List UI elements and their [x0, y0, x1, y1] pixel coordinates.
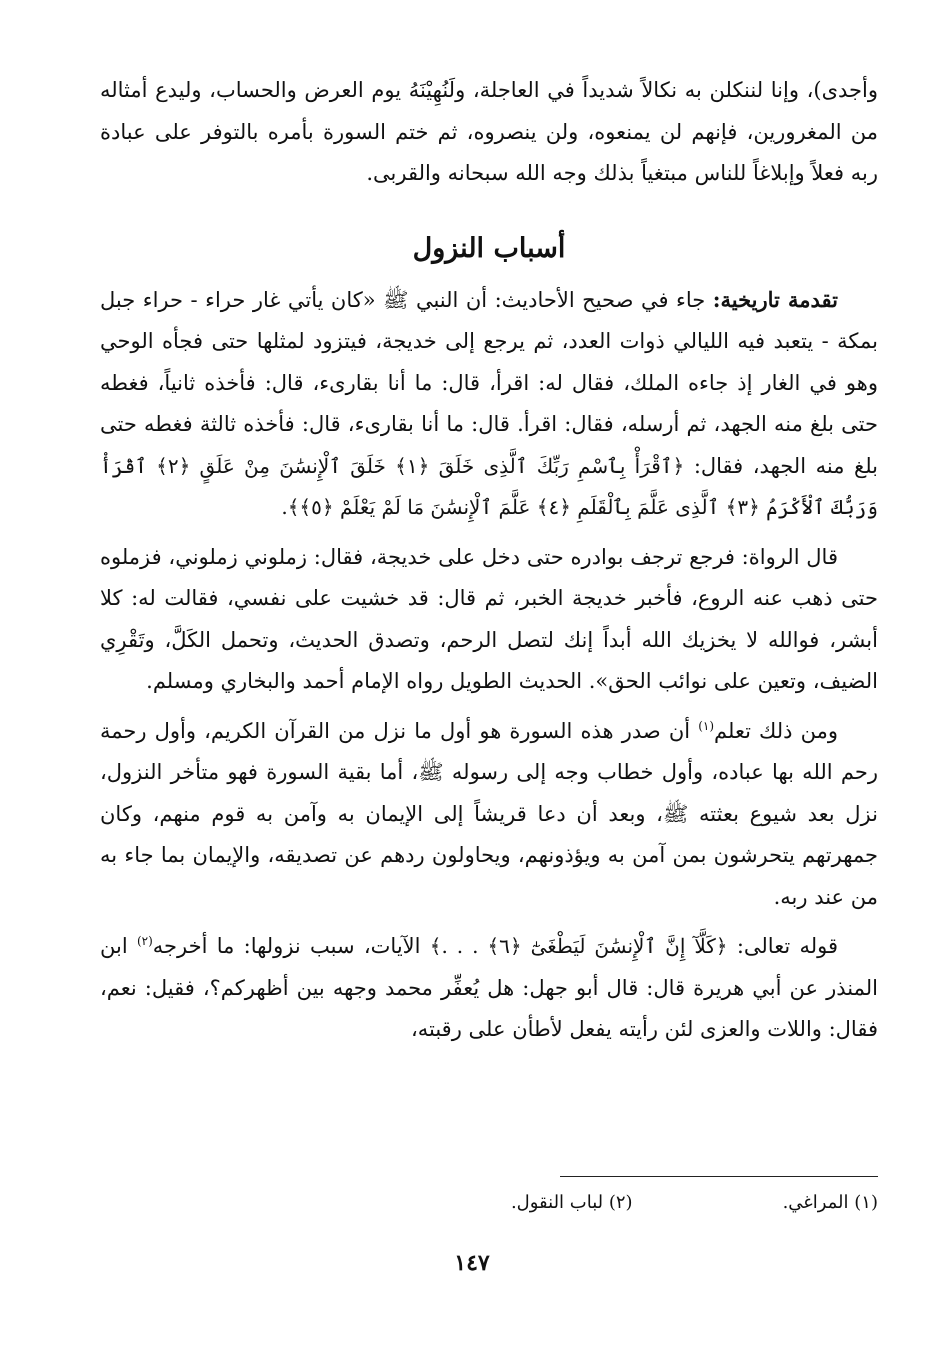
footnote-ref-2: (٢)	[136, 934, 153, 948]
paragraph-historical-intro	[100, 279, 878, 529]
paragraph-verse-cause-text-c: ابن المنذر عن أبي هريرة قال: قال أبو جهل: هل يُعفِّر محمد وجهه بين أظهركم؟، فقيل: نعم، فقال: واللات والعزى لئن رأيته يفعل لأطأن على رقبته،	[100, 934, 878, 1041]
footnote-ref-1: (١)	[698, 718, 715, 733]
paragraph-narrators	[100, 537, 878, 703]
footnote-1: (١) المراغي.	[782, 1192, 878, 1213]
paragraph-intro-text: وأجدى)، وإنا لننكلن به نكالاً شديداً في العاجلة، ولَنُهِيْنَهُ يوم العرض والحساب، وليدع أمثاله من المغرورين، فإنهم لن يمنعوه، ولن ينصروه، ثم ختم السورة بأمره بالتوفر على عبادة ربه فعلاً وإبلاغاً للناس مبتغياً بذلك وجه الله سبحانه والقربى.	[100, 78, 878, 185]
paragraph-lead-label: تقدمة تاريخية:	[712, 286, 838, 312]
paragraph-verse-cause	[100, 926, 878, 1051]
page-number: ١٤٧	[454, 1250, 490, 1276]
paragraph-verse-cause-text-a: قوله تعالى:	[727, 934, 838, 958]
paragraph-narrators-text: قال الرواة: فرجع ترجف بوادره حتى دخل على خديجة، فقال: زملوني زملوني، فزملوه حتى ذهب عنه الروع، فأخبر خديجة الخبر، ثم قال: قد خشيت على نفسي، فقالت له: كلا أبشر، فوالله لا يخزيك الله أبداً إنك لتصل الرحم، وتصدق الحديث، وتحمل الكَلَّ، وتَقْرِي الضيف، وتعين على نوائب الحق». الحديث الطويل رواه الإمام أحمد والبخاري ومسلم.	[100, 544, 878, 693]
paragraph-first-revelation-text-a: ومن ذلك تعلم	[714, 718, 838, 743]
footnotes	[178, 1192, 878, 1213]
footnote-divider	[560, 1176, 878, 1177]
paragraph-verse-cause-text-b: الآيات، سبب نزولها: ما أخرجه	[152, 934, 430, 958]
quran-verse-alaq-6: ﴿كَلَّآ إِنَّ ٱلْإِنسَٰنَ لَيَطْغَىٰٓ ﴿٦﴾ . . .﴾	[429, 934, 728, 958]
quran-verses-alaq-1-5: ﴿ٱقْرَأْ بِٱسْمِ رَبِّكَ ٱلَّذِى خَلَقَ ﴿١﴾ خَلَقَ ٱلْإِنسَٰنَ مِنْ عَلَقٍ ﴿٢﴾ ٱقْرَأْ وَرَبُّكَ ٱلْأَكْرَمُ ﴿٣﴾ ٱلَّذِى عَلَّمَ بِٱلْقَلَمِ ﴿٤﴾ عَلَّمَ ٱلْإِنسَٰنَ مَا لَمْ يَعْلَمْ ﴿٥﴾﴾.	[100, 453, 878, 519]
section-heading: أسباب النزول	[412, 232, 566, 264]
footnote-2: (٢) لباب النقول.	[510, 1192, 633, 1213]
paragraph-first-revelation-text-b: أن صدر هذه السورة هو أول ما نزل من القرآن الكريم، وأول رحمة رحم الله بها عباده، وأول خطاب وجه إلى رسوله ﷺ، أما بقية السورة فهو متأخر النزول، نزل بعد شيوع بعثته ﷺ، وبعد أن دعا قريشاً إلى الإيمان به وآمن به قوم منهم، وكان جمهرتهم يتحرشون بمن آمن به ويؤذونهم، ويحاولون ردهم عن تصديقه، والإيمان بما جاء به من عند ربه.	[100, 718, 878, 909]
paragraph-historical-text: جاء في صحيح الأحاديث: أن النبي ﷺ «كان يأتي غار حراء - حراء جبل بمكة - يتعبد فيه الليالي ذوات العدد، ثم يرجع إلى خديجة، فيتزود لمثلها حتى فجأه الوحي وهو في الغار إذ جاءه الملك، فقال له: اقرأ، قال: ما أنا بقارىء، قال: فأخذه ثانياً، فغطه حتى بلغ منه الجهد، ثم أرسله، فقال: اقرأ. قال: ما أنا بقارىء، قال: فأخذه ثالثة فغطه حتى بلغ منه الجهد، فقال:	[100, 287, 878, 478]
page-body	[100, 70, 878, 1059]
paragraph-intro	[100, 70, 878, 195]
paragraph-first-revelation	[100, 711, 878, 919]
